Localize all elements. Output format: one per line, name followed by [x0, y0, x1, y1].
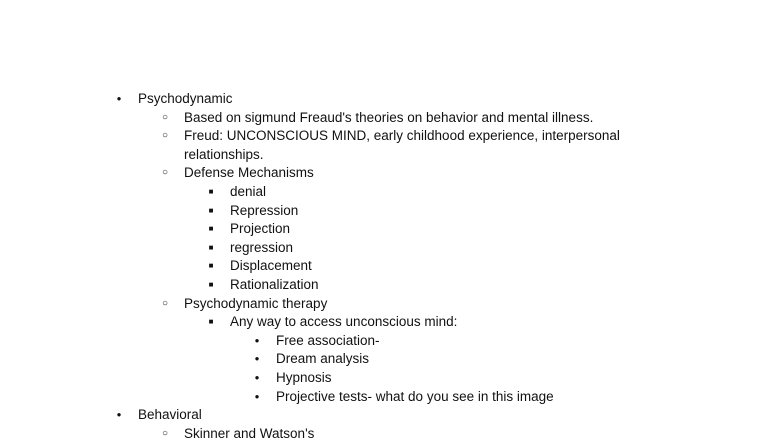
list-item-text: regression — [230, 239, 294, 255]
disc-bullet-icon — [112, 406, 126, 426]
list-item-text: Rationalization — [230, 277, 319, 292]
list-item-text: Free association- — [276, 332, 380, 348]
list-item-text: denial — [230, 184, 267, 199]
list-item-text: Dream analysis — [276, 351, 370, 367]
circle-bullet-icon — [158, 109, 172, 129]
circle-bullet-icon — [158, 295, 172, 315]
square-bullet-icon — [204, 313, 218, 333]
square-bullet-icon — [204, 202, 218, 222]
square-bullet-icon — [204, 183, 218, 203]
square-bullet-icon — [204, 257, 218, 277]
list-item-text: Hypnosis — [276, 370, 332, 385]
list-item-text: relationships. — [184, 146, 264, 162]
list-item-text: Based on sigmund Freaud's theories on behavior and mental illness. — [184, 109, 594, 125]
circle-bullet-icon — [158, 164, 172, 184]
circle-bullet-icon — [158, 127, 172, 147]
list-item-text: Psychodynamic — [138, 91, 233, 106]
square-bullet-icon — [204, 220, 218, 240]
list-item-text: Projective tests- what do you see in this image — [276, 388, 554, 404]
list-item-text: Defense Mechanisms — [184, 165, 314, 181]
disc-bullet-icon — [250, 388, 264, 408]
list-item-text: Displacement — [230, 258, 312, 274]
disc-bullet-icon — [250, 369, 264, 389]
list-item-text: Freud: UNCONSCIOUS MIND, early childhood experience, interpersonal — [184, 128, 620, 144]
square-bullet-icon — [204, 276, 218, 296]
list-item-text: Any way to access unconscious mind: — [230, 314, 458, 330]
list-item-text: Psychodynamic therapy — [184, 295, 328, 311]
circle-bullet-icon — [158, 425, 172, 444]
list-item-text: Skinner and Watson's — [184, 425, 315, 441]
disc-bullet-icon — [250, 332, 264, 352]
disc-bullet-icon — [250, 350, 264, 370]
disc-bullet-icon — [112, 90, 126, 110]
list-item-text: Repression — [230, 202, 299, 218]
square-bullet-icon — [204, 239, 218, 259]
list-item-text: Behavioral — [138, 407, 202, 423]
list-item-text: Projection — [230, 221, 291, 237]
